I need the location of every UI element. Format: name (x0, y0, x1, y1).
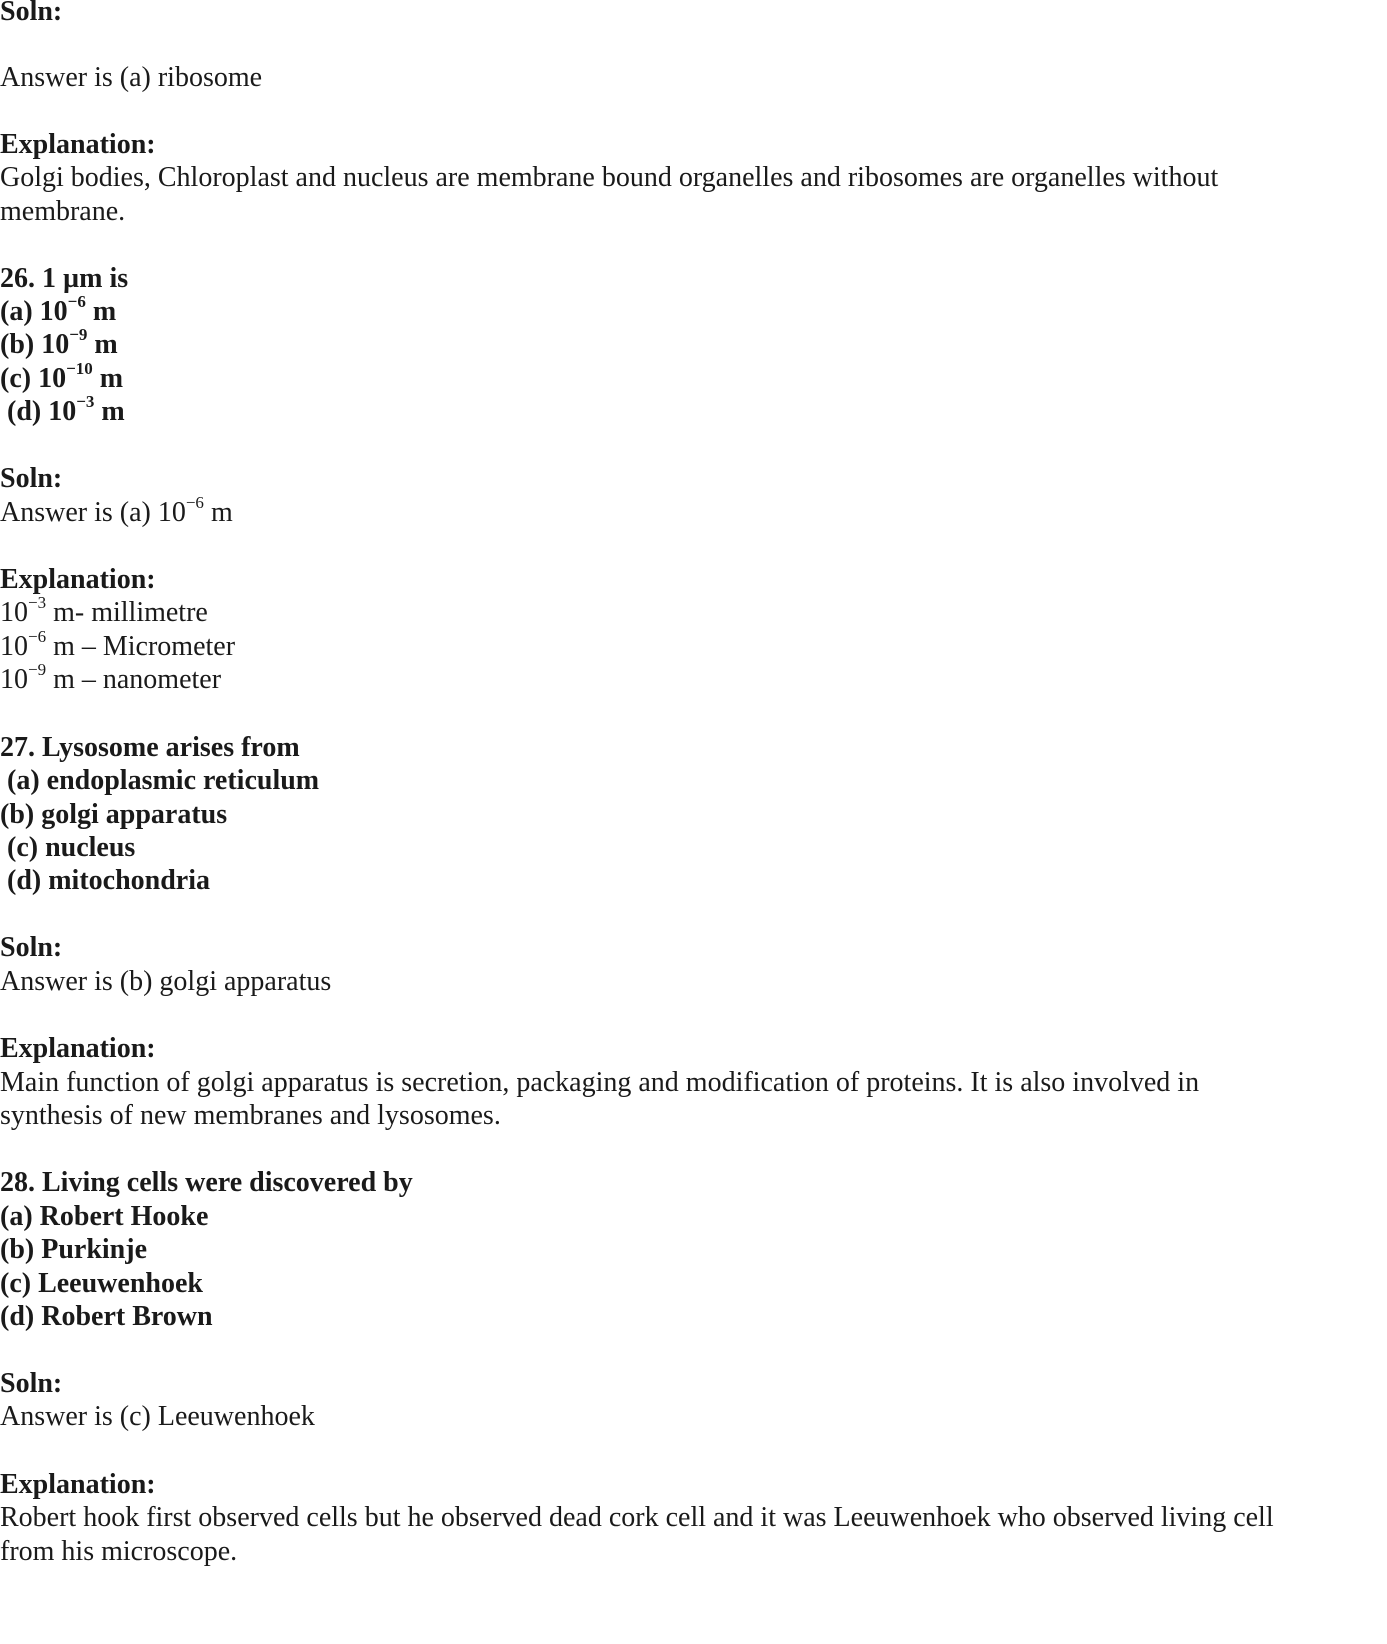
question-title: 26. 1 µm is (0, 263, 129, 294)
explanation-text: $10^{-9}$ m – nanometer (0, 659, 222, 695)
option-b: (b) Purkinje (0, 1234, 147, 1265)
answer-text: Answer is (a) ribosome (0, 62, 263, 93)
explanation-text: membrane. (0, 196, 126, 227)
option-b: (b) $10^{-9}$ m (0, 324, 118, 360)
explanation-text: $10^{-6}$ m – Micrometer (0, 626, 236, 662)
question-title: 27. Lysosome arises from (0, 732, 300, 763)
explanation-text: synthesis of new membranes and lysosomes. (0, 1100, 501, 1131)
answer-text: Answer is (c) Leeuwenhoek (0, 1401, 315, 1432)
option-c: (c) nucleus (0, 832, 136, 863)
soln-label: Soln: (0, 1368, 63, 1399)
option-b: (b) golgi apparatus (0, 799, 228, 830)
soln-label: Soln: (0, 0, 63, 27)
option-d: (d) mitochondria (0, 865, 210, 896)
option-d: (d) $10^{-3}$ m (0, 391, 125, 427)
option-a: (a) endoplasmic reticulum (0, 765, 320, 796)
answer-text: Answer is (a) $10^{-6}$ m (0, 492, 233, 528)
explanation-text: from his microscope. (0, 1536, 238, 1567)
explanation-text: Main function of golgi apparatus is secretion, packaging and modification of proteins. It is also involved in (0, 1067, 1200, 1098)
option-c: (c) Leeuwenhoek (0, 1268, 203, 1299)
answer-text: Answer is (b) golgi apparatus (0, 966, 332, 997)
option-d: (d) Robert Brown (0, 1301, 213, 1332)
soln-label: Soln: (0, 932, 63, 963)
explanation-label: Explanation: (0, 1033, 156, 1064)
soln-label: Soln: (0, 463, 63, 494)
explanation-text: Robert hook first observed cells but he observed dead cork cell and it was Leeuwenhoek who observed living cell (0, 1502, 1274, 1533)
explanation-text: $10^{-3}$ m- millimetre (0, 592, 208, 628)
option-a: (a) Robert Hooke (0, 1201, 209, 1232)
option-c: (c) $10^{-10}$ m (0, 358, 124, 394)
question-title: 28. Living cells were discovered by (0, 1167, 413, 1198)
explanation-label: Explanation: (0, 129, 156, 160)
option-a: (a) $10^{-6}$ m (0, 291, 117, 327)
explanation-label: Explanation: (0, 1469, 156, 1500)
explanation-text: Golgi bodies, Chloroplast and nucleus are membrane bound organelles and ribosomes are organelles without (0, 162, 1219, 193)
explanation-label: Explanation: (0, 564, 156, 595)
